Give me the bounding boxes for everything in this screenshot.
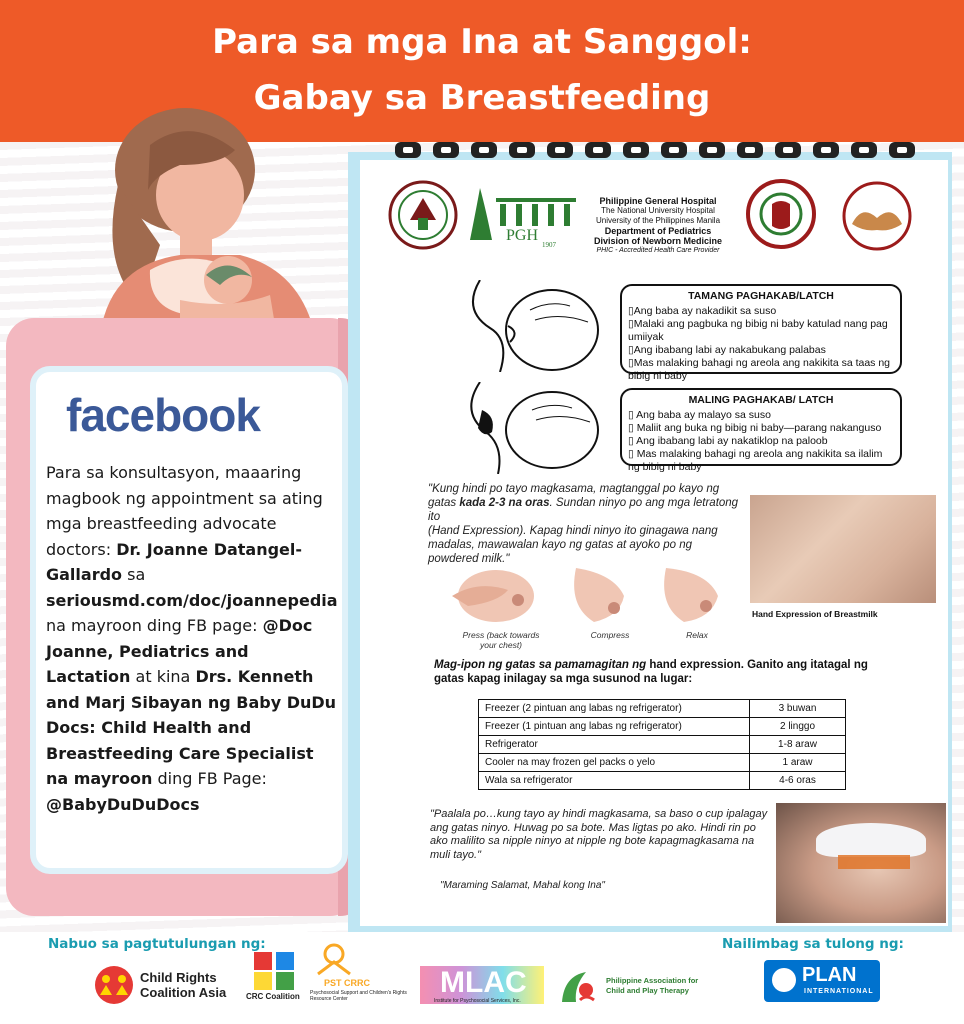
consult-ding-fb: ding FB Page:	[152, 769, 267, 788]
plan-subtext: INTERNATIONAL	[804, 988, 874, 995]
hospital-name: Philippine General Hospital	[599, 196, 717, 206]
hospital-phic: PHIC - Accredited Health Care Provider	[596, 247, 720, 254]
relax-step-illustration	[656, 566, 726, 628]
pediatrics-seal-icon	[744, 178, 818, 250]
step-relax-label: Relax	[686, 630, 708, 640]
hospital-line1: The National University Hospital	[601, 206, 715, 215]
pst-crrc-logo-icon	[312, 942, 356, 976]
mlac-text: MLAC	[440, 966, 527, 999]
wrong-latch-heading: MALING PAGHAKAB/ LATCH	[688, 394, 834, 406]
pst-crrc-subtext: Psychosocial Support and Children's Rights Resource Center	[310, 990, 407, 1002]
mlac-subtext: Institute for Psychosocial Services, Inc.	[434, 998, 521, 1004]
hand-expression-photo	[750, 495, 936, 603]
correct-latch-item: ▯Mas malaking bahagi ng areola ang nakikita sa taas ng bibig ni baby	[628, 357, 891, 382]
breastfeeding-mother-illustration	[30, 95, 350, 335]
crc-coalition-puzzle-icon	[250, 948, 298, 992]
table-row: Cooler na may frozen gel packs o yelo 1 araw	[479, 754, 846, 772]
title-line-2: Gabay sa Breastfeeding	[253, 78, 711, 118]
facebook-logo: facebook	[66, 389, 260, 441]
doctors-sibayan: Drs. Kenneth and Marj Sibayan ng Baby DuDu Docs: Child Health and Breastfeeding Care Specialist na mayroon	[46, 667, 337, 788]
storage-intro: Mag-ipon ng gatas sa pamamagitan ng hand expression. Ganito ang itatagal ng gatas kapag inilagay sa mga susunod na lugar:	[434, 659, 868, 685]
crca-logo-icon	[92, 965, 136, 1005]
fb-page-babydudu[interactable]: @BabyDuDuDocs	[46, 794, 200, 814]
correct-latch-item: ▯Ang baba ay nakadikit sa suso	[628, 305, 777, 317]
step-press-label: Press (back towards your chest)	[462, 630, 540, 650]
consult-fb-page: na mayroon ding FB page:	[46, 616, 263, 635]
crca-logo-text: Child Rights Coalition Asia	[140, 970, 227, 1000]
pgh-logo-icon	[462, 180, 582, 248]
plan-text: PLAN	[802, 964, 857, 986]
compress-step-illustration	[564, 566, 634, 628]
plan-person-icon	[772, 968, 796, 992]
milk-storage-table	[478, 699, 846, 790]
hospital-dept: Department of Pediatrics	[604, 226, 712, 236]
newborn-medicine-seal-icon	[832, 180, 922, 252]
table-row: Wala sa refrigerator 4-6 oras	[479, 772, 846, 790]
baby-cup-feeding-photo	[776, 803, 946, 923]
mlac-logo	[420, 966, 544, 1004]
step-compress-label: Compress	[590, 630, 630, 640]
consult-intro: Para sa konsultasyon, maaaring magbook ng appointment sa ating mga breastfeeding advocate doctors:	[46, 463, 323, 559]
correct-latch-heading: TAMANG PAGHAKAB/LATCH	[688, 290, 834, 302]
doctor-joanne: Dr. Joanne Datangel-Gallardo	[46, 539, 303, 584]
up-seal-icon	[388, 180, 458, 250]
table-row: Refrigerator 1-8 araw	[479, 736, 846, 754]
wrong-latch-item: ▯ Ang ibabang labi ay nakatiklop na paloob	[628, 435, 828, 447]
thanks-quote: "Maraming Salamat, Mahal kong Ina"	[440, 880, 605, 891]
correct-latch-item: ▯Ang ibabang labi ay nakabukang palabas	[628, 344, 826, 356]
printed-with-label: Nailimbag sa tulong ng:	[722, 936, 904, 952]
pst-crrc-text: PST CRRC	[324, 978, 371, 988]
hospital-info	[584, 196, 732, 256]
table-row: Freezer (1 pintuan ang labas ng refrigerator) 2 linggo	[479, 718, 846, 736]
plan-international-logo	[764, 960, 880, 1002]
pacpt-text: Philippine Association for Child and Play Therapy	[606, 976, 699, 995]
table-row: Freezer (2 pintuan ang labas ng refrigerator) 3 buwan	[479, 700, 846, 718]
hand-expression-quote: "Kung hindi po tayo magkasama, magtanggal po kayo ng gatas kada 2-3 na oras. Sundan ninyo po ang mga letratong ito (Hand Expression). Kapag hindi ninyo ito ginagawa nang madalas, mawawalan kayo ng gatas at ayoko po ng powdered milk."	[428, 483, 739, 565]
seriousmd-link[interactable]: seriousmd.com/doc/joannepedia	[46, 590, 338, 610]
correct-latch-box	[620, 284, 902, 382]
fb-page-doc-joanne[interactable]: @Doc Joanne, Pediatrics and Lactation	[46, 616, 313, 686]
crc-coalition-text: CRC Coalition	[246, 992, 300, 1001]
wrong-latch-item: ▯ Mas malaking bahagi ng areola ang nakikita sa ilalim ng bibig ni baby	[628, 448, 883, 473]
wrong-latch-item: ▯ Ang baba ay malayo sa suso	[628, 409, 771, 421]
correct-latch-item: ▯Malaki ang pagbuka ng bibig ni baby katulad nang pag umiiyak	[628, 318, 888, 343]
pgh-year: 1907	[542, 241, 556, 248]
press-step-illustration	[448, 566, 536, 628]
collaboration-label: Nabuo sa pagtutulungan ng:	[48, 936, 266, 952]
wrong-latch-illustration	[440, 382, 600, 474]
consultation-text	[46, 460, 338, 817]
pgh-text: PGH	[506, 227, 539, 244]
consult-sa: sa	[122, 565, 146, 584]
wrong-latch-item: ▯ Maliit ang buka ng bibig ni baby—parang nakanguso	[628, 422, 882, 434]
reminder-quote: "Paalala po…kung tayo ay hindi magkasama, sa baso o cup ipalagay ang gatas ninyo. Huwag po sa bote. Mas ligtas po ako. Hindi rin po ako malilito sa nipple ninyo at nipple ng bote kapagmagkasama na muli tayo."	[430, 808, 768, 861]
title-line-1: Para sa mga Ina at Sanggol:	[212, 22, 752, 62]
notebook-rings	[395, 140, 935, 162]
hospital-division: Division of Newborn Medicine	[593, 236, 722, 246]
hospital-line2: University of the Philippines Manila	[595, 216, 721, 225]
correct-latch-illustration	[440, 280, 600, 372]
pacpt-logo-icon	[556, 966, 602, 1006]
hand-expression-caption: Hand Expression of Breastmilk	[752, 609, 878, 619]
consult-at-kina: at kina	[130, 667, 196, 686]
wrong-latch-box	[620, 388, 902, 473]
